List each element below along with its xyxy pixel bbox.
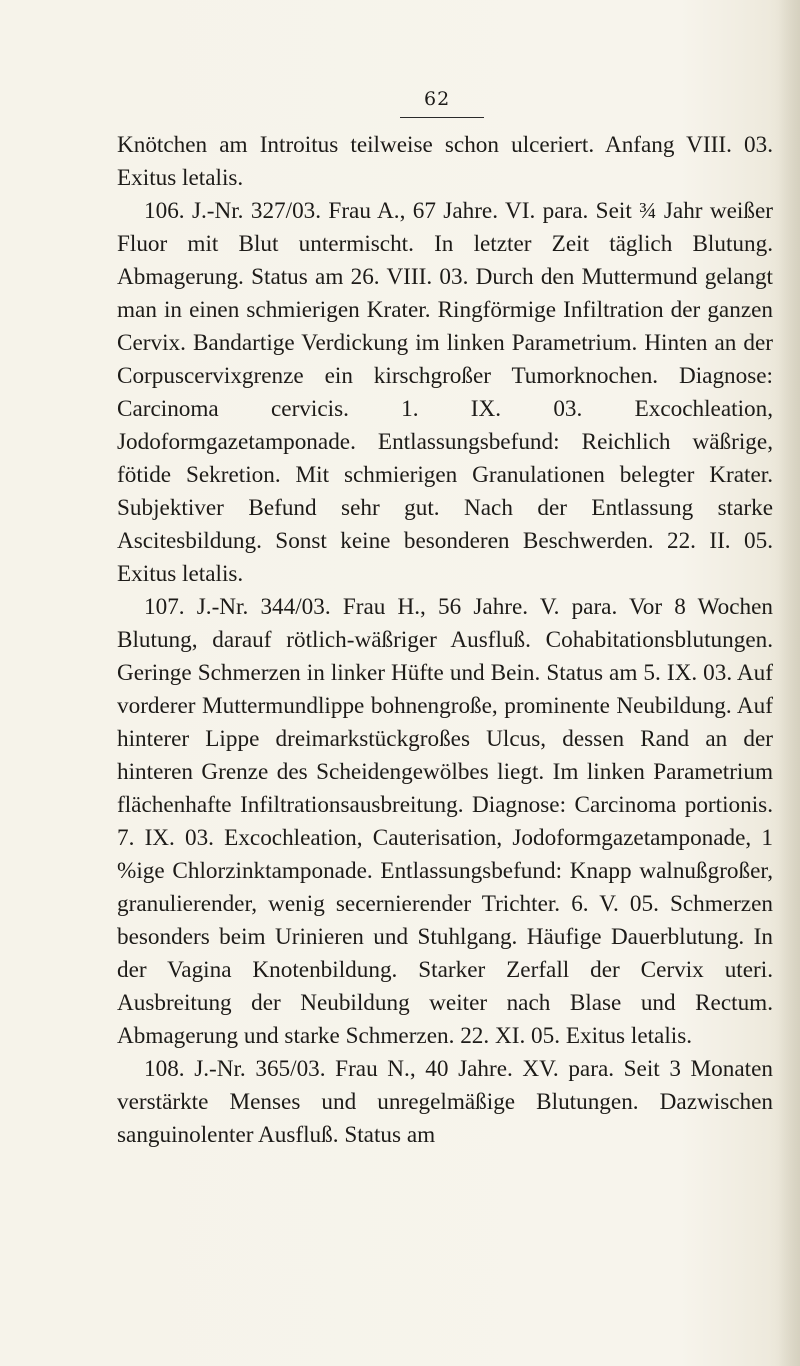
page-number-rule: [400, 117, 484, 118]
paragraph-case-107: 107. J.-Nr. 344/03. Frau H., 56 Jahre. V. para. Vor 8 Wochen Blutung, darauf rötlich-wäßriger Ausfluß. Cohabitationsblutungen. Geringe Schmerzen in linker Hüfte und Bein. Status am 5. IX. 03. Auf vorderer Muttermundlippe bohnengroße, prominente Neubildung. Auf hinterer Lippe dreimarkstückgroßes Ulcus, dessen Rand an der hinteren Grenze des Scheidengewölbes liegt. Im linken Parametrium flächenhafte Infiltrationsausbreitung. Diagnose: Carcinoma portionis. 7. IX. 03. Excochleation, Cauterisation, Jodoformgazetamponade, 1 %ige Chlorzinktamponade. Entlassungsbefund: Knapp walnußgroßer, granulierender, wenig secernierender Trichter. 6. V. 05. Schmerzen besonders beim Urinieren und Stuhlgang. Häufige Dauerblutung. In der Vagina Knotenbildung. Starker Zerfall der Cervix uteri. Ausbreitung der Neubildung weiter nach Blase und Rectum. Abmagerung und starke Schmerzen. 22. XI. 05. Exitus letalis.: [117, 594, 773, 1049]
page-edge-shadow: [778, 0, 800, 1366]
paragraph-case-106: 106. J.-Nr. 327/03. Frau A., 67 Jahre. VI. para. Seit ¾ Jahr weißer Fluor mit Blut untermischt. In letzter Zeit täglich Blutung. Abmagerung. Status am 26. VIII. 03. Durch den Muttermund gelangt man in einen schmierigen Krater. Ringförmige Infiltration der ganzen Cervix. Bandartige Verdickung im linken Parametrium. Hinten an der Corpuscervixgrenze ein kirschgroßer Tumorknochen. Diagnose: Carcinoma cervicis. 1. IX. 03. Excochleation, Jodoformgazetamponade. Entlassungsbefund: Reichlich wäßrige, fötide Sekretion. Mit schmierigen Granulationen belegter Krater. Subjektiver Befund sehr gut. Nach der Entlassung starke Ascitesbildung. Sonst keine besonderen Beschwerden. 22. II. 05. Exitus letalis.: [117, 198, 773, 587]
paragraph-case-108: 108. J.-Nr. 365/03. Frau N., 40 Jahre. XV. para. Seit 3 Monaten verstärkte Menses und unregelmäßige Blutungen. Dazwischen sanguinolenter Ausfluß. Status am: [117, 1056, 773, 1148]
page-number: 62: [424, 88, 451, 110]
body-text: [117, 129, 773, 1152]
paragraph-continuation: Knötchen am Introitus teilweise schon ulceriert. Anfang VIII. 03. Exitus letalis.: [117, 132, 773, 191]
